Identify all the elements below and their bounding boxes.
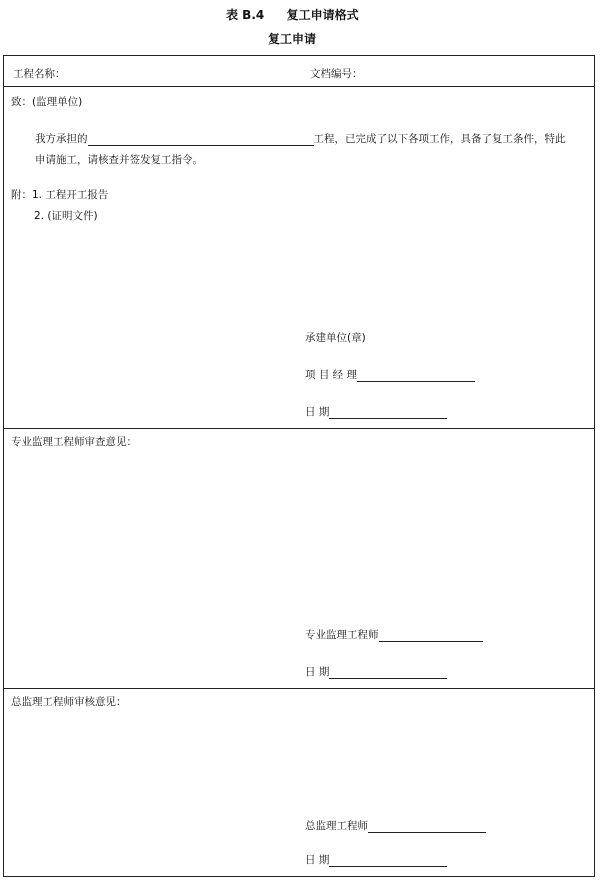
- divider: [4, 688, 594, 689]
- chief-date-row: [305, 852, 447, 867]
- attachment-1: 附：1. 工程开工报告: [11, 189, 109, 201]
- table-title: 复工申请格式: [286, 8, 359, 22]
- application-body-line1: [35, 131, 566, 146]
- chief-opinion-label: 总监理工程师审核意见：: [11, 696, 127, 708]
- divider: [4, 86, 594, 87]
- specialist-engineer-row: [305, 627, 483, 642]
- application-form: [3, 55, 595, 877]
- table-number: 表 B.4: [226, 8, 265, 22]
- contractor-seal-label: 承建单位(章): [305, 332, 366, 344]
- chief-engineer-blank[interactable]: [368, 820, 486, 833]
- chief-date-blank[interactable]: [329, 854, 447, 867]
- specialist-engineer-blank[interactable]: [379, 629, 483, 642]
- specialist-date-blank[interactable]: [329, 666, 447, 679]
- divider: [4, 428, 594, 429]
- application-body-line2: 申请施工，请核查并签发复工指令。: [35, 154, 203, 166]
- body-prefix: 我方承担的: [35, 133, 88, 145]
- addressee-label: 致：(监理单位): [11, 96, 83, 108]
- specialist-date-row: [305, 664, 447, 679]
- specialist-opinion-label: 专业监理工程师审查意见：: [11, 436, 137, 448]
- project-name-label: 工程名称：: [13, 68, 66, 80]
- chief-date-label: 日 期: [305, 854, 330, 866]
- table-heading: [226, 6, 359, 23]
- chief-engineer-row: [305, 818, 486, 833]
- application-date-label: 日 期: [305, 406, 330, 418]
- project-manager-label: 项 目 经 理: [305, 369, 358, 381]
- application-date-row: [305, 404, 447, 419]
- project-manager-blank[interactable]: [357, 369, 475, 382]
- application-date-blank[interactable]: [329, 406, 447, 419]
- attachment-2: 2. (证明文件): [34, 210, 98, 222]
- specialist-engineer-label: 专业监理工程师: [305, 629, 379, 641]
- specialist-date-label: 日 期: [305, 666, 330, 678]
- chief-engineer-label: 总监理工程师: [305, 820, 368, 832]
- body-suffix: 工程，已完成了以下各项工作，具备了复工条件，特此: [313, 133, 566, 145]
- document-number-label: 文档编号：: [310, 68, 363, 80]
- project-manager-row: [305, 367, 475, 382]
- project-name-blank[interactable]: [88, 133, 314, 146]
- form-title: 复工申请: [268, 32, 317, 46]
